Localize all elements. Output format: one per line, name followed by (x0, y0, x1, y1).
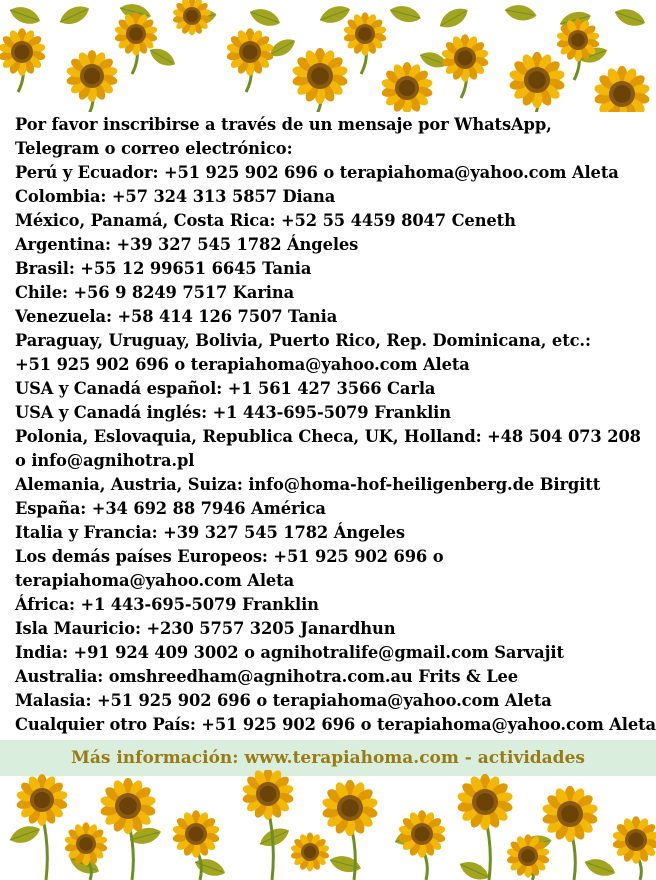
sunflower-icon (398, 810, 446, 858)
contact-line: España: +34 692 88 7946 América (15, 499, 326, 518)
sunflower-icon (66, 50, 119, 102)
sunflower-top-image (0, 0, 656, 112)
contact-line: +51 925 902 696 o terapiahoma@yahoo.com Aleta (15, 355, 470, 374)
sunflower-icon (612, 816, 656, 864)
sunflower-icon (593, 66, 650, 112)
sunflower-border-bottom (0, 770, 656, 880)
contact-line: Perú y Ecuador: +51 925 902 696 o terapiahoma@yahoo.com Aleta (15, 163, 619, 182)
contact-line: USA y Canadá español: +1 561 427 3566 Carla (15, 379, 436, 398)
contact-line: Venezuela: +58 414 126 7507 Tania (15, 307, 338, 326)
more-info-text[interactable]: Más información: www.terapiahoma.com - actividades (71, 748, 585, 768)
sunflower-icon (456, 774, 513, 830)
leaf-shape (328, 853, 363, 876)
contact-line: Brasil: +55 12 99651 6645 Tania (15, 259, 312, 278)
contact-list (15, 113, 656, 737)
leaf-shape (247, 5, 282, 30)
sunflower-icon (441, 34, 489, 82)
sunflower-icon (0, 28, 46, 76)
sunflower-icon (172, 810, 220, 858)
sunflower-bottom-image (0, 770, 656, 880)
sunflower-icon (114, 12, 158, 55)
leaf-shape (612, 5, 647, 30)
contact-line: USA y Canadá inglés: +1 443-695-5079 Franklin (15, 403, 452, 422)
sunflower-icon (226, 28, 274, 76)
sunflower-icon (16, 774, 69, 826)
contact-line: Argentina: +39 327 545 1782 Ángeles (15, 235, 359, 254)
leaf-shape (317, 2, 352, 27)
sunflower-icon (541, 786, 598, 842)
contact-line: Italia y Francia: +39 327 545 1782 Ángeles (15, 523, 405, 542)
contact-line: Polonia, Eslovaquia, Republica Checa, UK, Holland: +48 504 073 208 (15, 427, 641, 446)
contact-line: Malasia: +51 925 902 696 o terapiahoma@yahoo.com Aleta (15, 691, 552, 710)
contact-line: África: +1 443-695-5079 Franklin (15, 595, 319, 614)
sunflower-icon (321, 780, 378, 836)
contact-line: Isla Mauricio: +230 5757 3205 Janardhun (15, 619, 396, 638)
contact-line: terapiahoma@yahoo.com Aleta (15, 571, 295, 590)
leaf-shape (7, 3, 42, 28)
sunflower-icon (291, 48, 348, 104)
contact-line: Chile: +56 9 8249 7517 Karina (15, 283, 295, 302)
intro-line-1: Por favor inscribirse a través de un mensaje por WhatsApp, (15, 115, 552, 134)
sunflower-icon (99, 778, 156, 834)
contact-line: India: +91 924 409 3002 o agnihotralife@gmail.com Sarvajit (15, 643, 564, 662)
leaf-shape (457, 857, 492, 880)
contact-line: o info@agnihotra.pl (15, 451, 195, 470)
contact-line: México, Panamá, Costa Rica: +52 55 4459 8047 Ceneth (15, 211, 516, 230)
leaf-shape (504, 3, 538, 23)
contact-line: Los demás países Europeos: +51 925 902 696 o (15, 547, 444, 566)
leaf-shape (388, 3, 423, 26)
sunflower-icon (290, 833, 330, 872)
contact-line: Australia: omshreedham@agnihotra.com.au Frits & Lee (15, 667, 519, 686)
sunflower-icon (381, 62, 434, 112)
leaf-shape (192, 855, 227, 880)
contact-line: Paraguay, Uruguay, Bolivia, Puerto Rico, Rep. Dominicana, etc.: (15, 331, 591, 350)
sunflower-border-top (0, 0, 656, 112)
leaf-shape (7, 822, 42, 847)
sunflower-icon (242, 770, 295, 820)
intro-line-2: Telegram o correo electrónico: (15, 139, 293, 158)
sunflower-icon (172, 0, 212, 35)
leaf-shape (436, 4, 471, 33)
contact-line: Colombia: +57 324 313 5857 Diana (15, 187, 336, 206)
leaf-shape (57, 2, 92, 29)
contact-line: Alemania, Austria, Suiza: info@homa-hof-heiligenberg.de Birgitt (15, 475, 601, 494)
sunflower-icon (343, 12, 387, 55)
leaf-shape (582, 855, 617, 880)
sunflower-icon (508, 52, 565, 108)
contact-line: Cualquier otro País: +51 925 902 696 o terapiahoma@yahoo.com Aleta (15, 715, 656, 734)
